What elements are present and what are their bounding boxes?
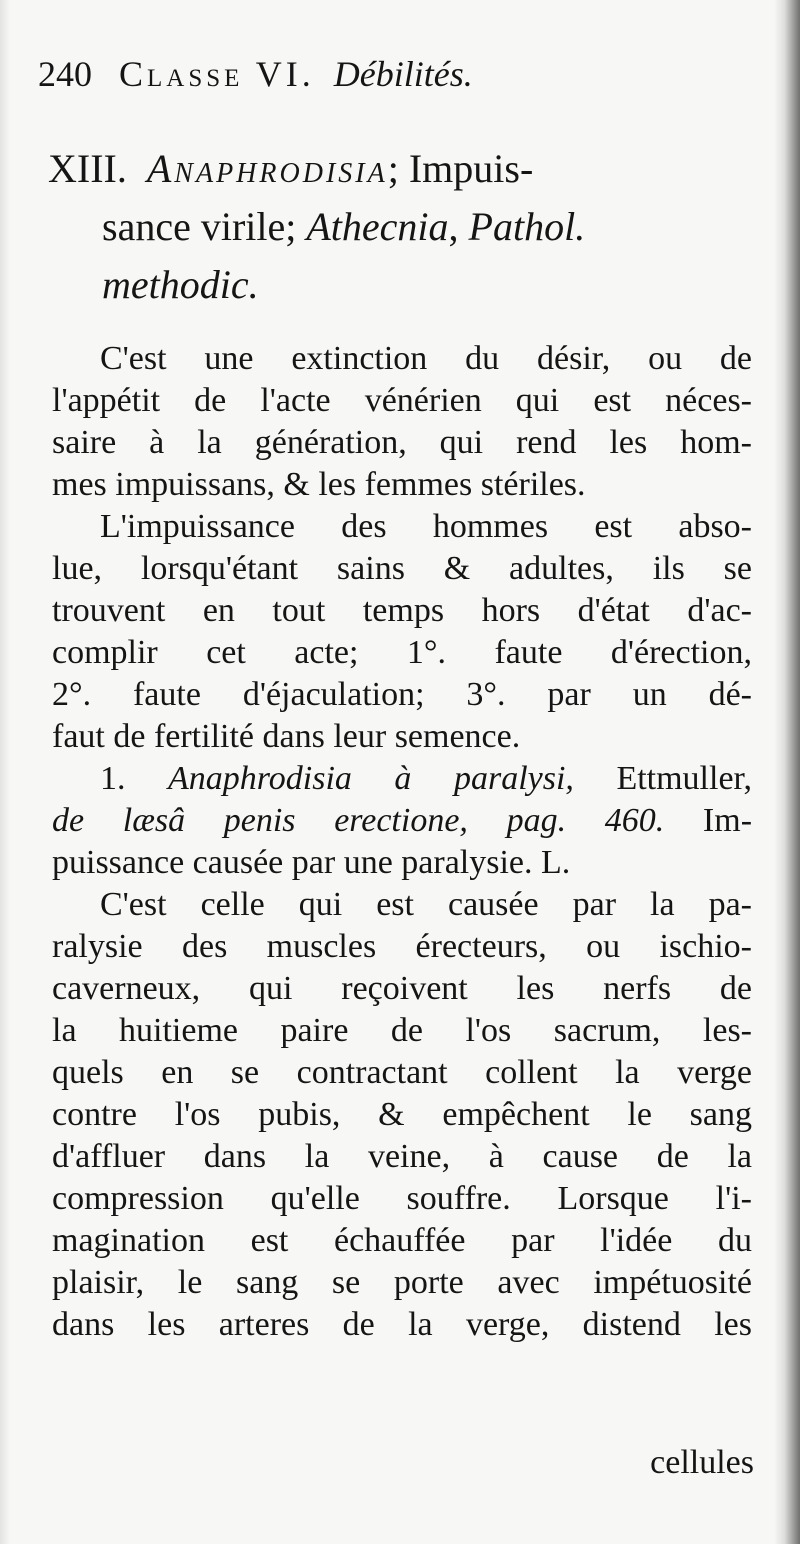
- text-line: trouvent en tout temps hors d'état d'ac-: [52, 592, 752, 629]
- text-line: mes impuissans, & les femmes stériles.: [52, 466, 586, 503]
- text-line: complir cet acte; 1°. faute d'érection,: [52, 634, 752, 671]
- text-line: magination est échauffée par l'idée du: [52, 1222, 752, 1259]
- text-line: lue, lorsqu'étant sains & adultes, ils se: [52, 550, 752, 587]
- text-line: dans les arteres de la verge, distend les: [52, 1306, 752, 1343]
- species-line-1: [52, 758, 752, 800]
- synonym-3: methodic.: [102, 262, 259, 307]
- separator: ;: [285, 204, 297, 249]
- species-number: 1.: [100, 760, 126, 797]
- species-author: Ettmuller,: [616, 760, 752, 797]
- french-name-part-2: sance virile: [102, 204, 286, 249]
- species-line-3: puissance causée par une paralysie. L.: [52, 844, 571, 881]
- section-heading: [48, 140, 760, 314]
- genus-name: Anaphrodisia: [146, 146, 388, 191]
- running-head: [38, 52, 473, 96]
- text-line: 2°. faute d'éjaculation; 3°. par un dé-: [52, 676, 752, 713]
- section-number: XIII.: [48, 146, 127, 191]
- species-line-2: [52, 800, 752, 842]
- text-line: faut de fertilité dans leur semence.: [52, 718, 521, 755]
- text-line: la huitieme paire de l'os sacrum, les-: [52, 1012, 752, 1049]
- text-line: l'appétit de l'acte vénérien qui est néces-: [52, 382, 752, 419]
- page-number: 240: [38, 54, 92, 94]
- text-line: d'affluer dans la veine, à cause de la: [52, 1138, 752, 1175]
- body-text: [52, 338, 752, 1346]
- text-line: C'est une extinction du désir, ou de: [100, 340, 752, 377]
- section-heading-line-1: [48, 140, 760, 198]
- page-right-edge-shadow: [774, 0, 800, 1544]
- section-heading-line-3: [48, 256, 760, 314]
- separator: ;: [387, 146, 399, 191]
- synonym-2: Pathol.: [468, 204, 586, 249]
- text-line: plaisir, le sang se porte avec impétuosité: [52, 1264, 752, 1301]
- catchword: cellules: [650, 1444, 754, 1481]
- text-line: contre l'os pubis, & empêchent le sang: [52, 1096, 752, 1133]
- text-line: saire à la génération, qui rend les hom-: [52, 424, 752, 461]
- french-name-part-1: Impuis-: [408, 146, 534, 191]
- species-reference-tail: Im-: [702, 802, 753, 839]
- text-line: compression qu'elle souffre. Lorsque l'i-: [52, 1180, 752, 1217]
- species-name: Anaphrodisia à paralysi,: [168, 760, 574, 797]
- text-line: C'est celle qui est causée par la pa-: [100, 886, 752, 923]
- text-line: ralysie des muscles érecteurs, ou ischio-: [52, 928, 752, 965]
- text-line: caverneux, qui reçoivent les nerfs de: [52, 970, 752, 1007]
- text-line: L'impuissance des hommes est abso-: [100, 508, 752, 545]
- page-left-edge-shadow: [0, 0, 10, 1544]
- text-line: quels en se contractant collent la verge: [52, 1054, 752, 1091]
- class-label: Classe VI.: [119, 54, 315, 94]
- species-reference: de læsâ penis erectione, pag. 460.: [52, 802, 665, 839]
- running-head-subject: Débilités.: [333, 54, 473, 94]
- section-heading-line-2: sance virile; Athecnia, Pathol.: [102, 204, 586, 249]
- synonym-1: Athecnia: [306, 204, 449, 249]
